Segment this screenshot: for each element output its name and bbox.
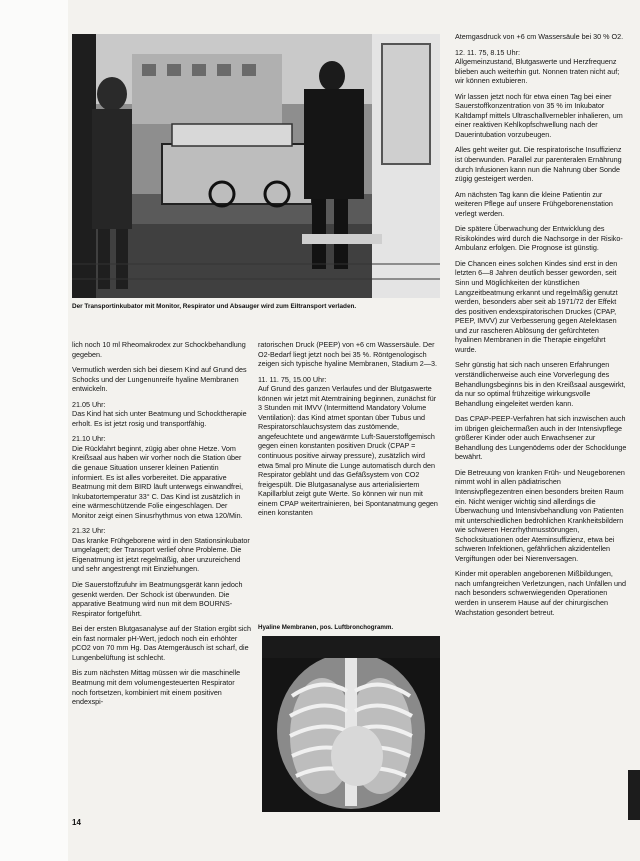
time-heading: 21.10 Uhr: [72, 434, 106, 444]
paragraph-text: Am nächsten Tag kann die kleine Patientin zur weiteren Pflege auf unsere Frühgeborenenstation verlegt werden. [455, 189, 613, 218]
paragraph-text: Kinder mit operablen angeborenen Mißbildungen, nach umfangreichen Verletzungen, nach Unfällen und nach besonders schwerwiegenden Operationen werden in unserem Hause auf der chirurgischen Wachstation gesondert betreut. [455, 569, 627, 617]
paragraph-text: Die spätere Überwachung der Entwicklung des Risikokindes wird durch die Nachsorge in der Risiko-Ambulanz erfolgen. Die Prognose ist günstig. [455, 224, 623, 253]
paragraph-text: Alles geht weiter gut. Die respiratorische Insuffizienz ist überwunden. Parallel zur parenteralen Ernährung durch Infusionen kann nun die Nahrung über Sonde zügig gesteigert werden. [455, 145, 622, 184]
paragraph-text: Das kranke Frühgeborene wird in den Stationsinkubator umgelagert; der Transport verlief ohne Probleme. Die Eigenatmung ist jetzt regelmäßig, aber unzureichend und sehr angestrengt mit Einziehungen. [72, 535, 250, 574]
time-heading: 11. 11. 75, 15.00 Uhr: [258, 374, 327, 384]
paragraph-text: Vermutlich werden sich bei diesem Kind auf Grund des Schocks und der Lungenunreife hyaline Membranen entwickeln. [72, 365, 247, 394]
paragraph [72, 526, 252, 574]
time-heading: 21.32 Uhr: [72, 526, 106, 536]
text-column-right [455, 32, 627, 623]
paragraph-text: Das CPAP-PEEP-Verfahren hat sich inzwischen auch im übrigen gleichermaßen auch in der Intensivpflege größerer Kinder oder auch Erwachsener zur Behandlung des Lungenödems oder der Schocklunge bewährt. [455, 414, 627, 462]
paragraph-text: Die Sauerstoffzufuhr im Beatmungsgerät kann jedoch gesenkt werden. Der Schock ist überwunden. Die apparative Beatmung wird nun mit dem BOURNS-Respirator fortgeführt. [72, 580, 243, 618]
paragraph-text: Auf Grund des ganzen Verlaufes und der Blutgaswerte können wir jetzt mit Atemtraining beginnen, zunächst für 3 Stunden mit IMVV (Intermittend Mandatory Volume Ventilation): das Kind atmet spontan über Tubus und Respiratorschlauchsystem das zustömende, angefeuchtete und angewärmte Luft-Sauerstoffgemisch gegen einen konstanten positiven Druck (CPAP = continuous positive airway pressure), zusätzlich wird etwa 5mal pro Minute die Lunge automatisch durch den Respirator gebläht und das Gefäßsystem von CO2 freigespült. Die Blutgasanalyse aus arterialisiertem Kapillarblut zeigt gute Werte. So können wir nun mit einem CPAP weitertrainieren, bei Spontanatmung gegen einen konstanten [258, 384, 438, 518]
paragraph-text: Wir lassen jetzt noch für etwa einen Tag bei einer Sauerstoffkonzentration von 35 % im Inkubator Kaltdampf mittels Ultraschallvernebler inhalieren, um einer reaktiven Kehlkopfschwellung nach der Dauerintubation vorzubeugen. [455, 91, 623, 139]
paragraph-text: lich noch 10 ml Rheomakrodex zur Schockbehandlung gegeben. [72, 340, 246, 359]
photo-caption: Der Transportinkubator mit Monitor, Respirator und Absauger wird zum Eiltransport verladen. [72, 303, 357, 310]
paragraph-text: ratorischen Druck (PEEP) von +6 cm Wassersäule. Der O2-Bedarf liegt jetzt noch bei 35 %. Röntgenologisch zeigen sich typische hyaline Membranen, Stadium 2—3. [258, 340, 437, 369]
paragraph-text: Die Chancen eines solchen Kindes sind erst in den letzten 6—8 Jahren deutlich besser geworden, seit Sinn und Möglichkeiten der künstlichen Langzeitbeatmung erkannt und regelmäßig genutzt werden, besonders aber seit ab 1971/72 der Effekt des positiven endexspiratorischen Druckes (CPAP, PEEP, IMVV) zur Verbesserung gegen Atelektasen und zur rascheren Ablösung der gefürchteten hyalinen Membranen in die Therapie eingeführt wurde. [455, 258, 618, 354]
paragraph [455, 92, 627, 140]
paragraph [72, 365, 252, 394]
paragraph [72, 668, 252, 706]
paragraph [258, 340, 440, 369]
paragraph [455, 145, 627, 183]
paragraph [72, 580, 252, 618]
paragraph [455, 259, 627, 354]
text-column-left [72, 340, 252, 713]
time-heading: 12. 11. 75, 8.15 Uhr: [455, 47, 520, 57]
paragraph-text: Bis zum nächsten Mittag müssen wir die maschinelle Beatmung mit dem volumengesteuerten Respirator noch fortsetzen, kombiniert mit einem positiven endexspi- [72, 668, 241, 707]
paragraph-text: Die Betreuung von kranken Früh- und Neugeborenen nimmt wohl in allen pädiatrischen Intensivpflegezentren einen besonders breiten Raum ein. Nicht weniger wichtig sind allerdings die Überwachung und Intensivbehandlung von Patienten mit unterschiedlichen bedrohlichen Krankheitsbildern wie schweren Herzrhythmusstörungen, Schocksituationen oder Ateminsuffizienz, etwa bei schweren Infektionen, gefährlichen akzidentellen Vergiftungen oder bei Nierenversagen. [455, 467, 625, 563]
page-number: 14 [72, 818, 81, 827]
paragraph [455, 224, 627, 253]
chest-xray-image [262, 636, 440, 812]
paragraph [72, 400, 252, 429]
paragraph-text: Allgemeinzustand, Blutgaswerte und Herzfrequenz blieben auch weiterhin gut. Nonnen traten nicht auf; wir können extubieren. [455, 57, 620, 86]
text-column-middle [258, 340, 440, 524]
paragraph-text: Das Kind hat sich unter Beatmung und Schocktherapie erholt. Es ist jetzt rosig und transportfähig. [72, 409, 247, 428]
paragraph-text: Bei der ersten Blutgasanalyse auf der Station ergibt sich ein fast normaler pH-Wert, jedoch noch ein erhöhter pCO2 von 70 mm Hg. Das Atemgeräusch ist scharf, die Lungenbelüftung ist schlecht. [72, 624, 251, 662]
paragraph [455, 569, 627, 617]
paragraph [455, 414, 627, 462]
paragraph [455, 360, 627, 408]
paragraph [455, 468, 627, 563]
paragraph [455, 190, 627, 219]
paragraph [455, 48, 627, 86]
paragraph [258, 375, 440, 518]
time-heading: 21.05 Uhr: [72, 399, 106, 409]
transport-incubator-photo [72, 34, 440, 298]
paragraph-text: Die Rückfahrt beginnt, zügig aber ohne Hetze. Vom Kreißsaal aus haben wir vorher noch die Station über die genaue Situation unserer kleinen Patientin informiert. Es ist alles vorbereitet. Die apparative Beatmung mit dem BIRD läuft unterwegs einwandfrei, Inkubatortemperatur 33° C. Das Kind ist zusätzlich in eine wärmeschützende Folie eingeschlagen. Der Monitor zeigt einen Sinusrhythmus von etwa 120/Min. [72, 443, 243, 520]
page-margin [0, 0, 68, 861]
xray-caption: Hyaline Membranen, pos. Luftbronchogramm. [258, 624, 394, 631]
paragraph-text: Atemgasdruck von +6 cm Wassersäule bei 30 % O2. [455, 32, 624, 41]
paragraph [72, 340, 252, 359]
section-marker [628, 770, 640, 820]
paragraph [72, 624, 252, 662]
paragraph [72, 434, 252, 520]
paragraph-text: Sehr günstig hat sich nach unseren Erfahrungen verständlicherweise auch eine Vorverlegung des Behandlungsbeginns bis in den Kreißsaal ausgewirkt, da nur so optimal frühzeitige wirkungsvolle Behandlung eingeleitet werden kann. [455, 360, 626, 408]
paragraph [455, 32, 627, 42]
